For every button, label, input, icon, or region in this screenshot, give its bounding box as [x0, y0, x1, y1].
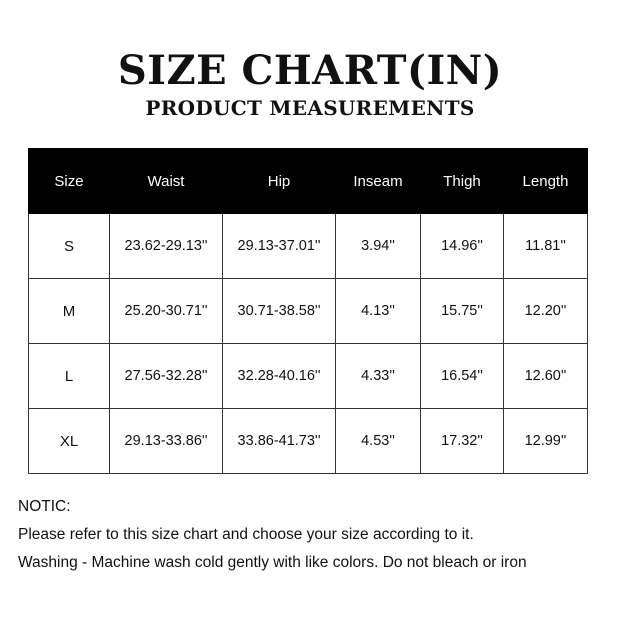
- hip-value: 32.28-40.16'': [223, 344, 336, 409]
- waist-value: 25.20-30.71'': [110, 279, 223, 344]
- length-value: 12.20'': [504, 279, 588, 344]
- column-header-thigh: Thigh: [421, 149, 504, 214]
- length-value: 11.81'': [504, 214, 588, 279]
- waist-value: 27.56-32.28'': [110, 344, 223, 409]
- waist-value: 23.62-29.13'': [110, 214, 223, 279]
- thigh-value: 17.32'': [421, 409, 504, 474]
- thigh-value: 15.75'': [421, 279, 504, 344]
- length-value: 12.60'': [504, 344, 588, 409]
- column-header-length: Length: [504, 149, 588, 214]
- size-value: S: [29, 214, 110, 279]
- hip-value: 30.71-38.58'': [223, 279, 336, 344]
- note-washing: Washing - Machine wash cold gently with like colors. Do not bleach or iron: [18, 554, 527, 571]
- size-value: M: [29, 279, 110, 344]
- table-header-row: [29, 149, 588, 214]
- hip-value: 29.13-37.01'': [223, 214, 336, 279]
- inseam-value: 3.94'': [336, 214, 421, 279]
- inseam-value: 4.13'': [336, 279, 421, 344]
- hip-value: 33.86-41.73'': [223, 409, 336, 474]
- notes-section: [18, 496, 608, 580]
- column-header-waist: Waist: [110, 149, 223, 214]
- notes-heading: NOTIC:: [18, 498, 71, 515]
- page-title: SIZE CHART(IN): [117, 47, 503, 94]
- table-row: [29, 279, 588, 344]
- length-value: 12.99'': [504, 409, 588, 474]
- column-header-inseam: Inseam: [336, 149, 421, 214]
- column-header-size: Size: [29, 149, 110, 214]
- table-row: [29, 409, 588, 474]
- inseam-value: 4.53'': [336, 409, 421, 474]
- thigh-value: 14.96'': [421, 214, 504, 279]
- size-chart-table: [28, 148, 588, 474]
- page-subtitle: PRODUCT MEASUREMENTS: [145, 96, 475, 120]
- inseam-value: 4.33'': [336, 344, 421, 409]
- size-value: XL: [29, 409, 110, 474]
- thigh-value: 16.54'': [421, 344, 504, 409]
- table-row: [29, 214, 588, 279]
- waist-value: 29.13-33.86'': [110, 409, 223, 474]
- table-row: [29, 344, 588, 409]
- size-value: L: [29, 344, 110, 409]
- note-sizing: Please refer to this size chart and choose your size according to it.: [18, 526, 474, 543]
- column-header-hip: Hip: [223, 149, 336, 214]
